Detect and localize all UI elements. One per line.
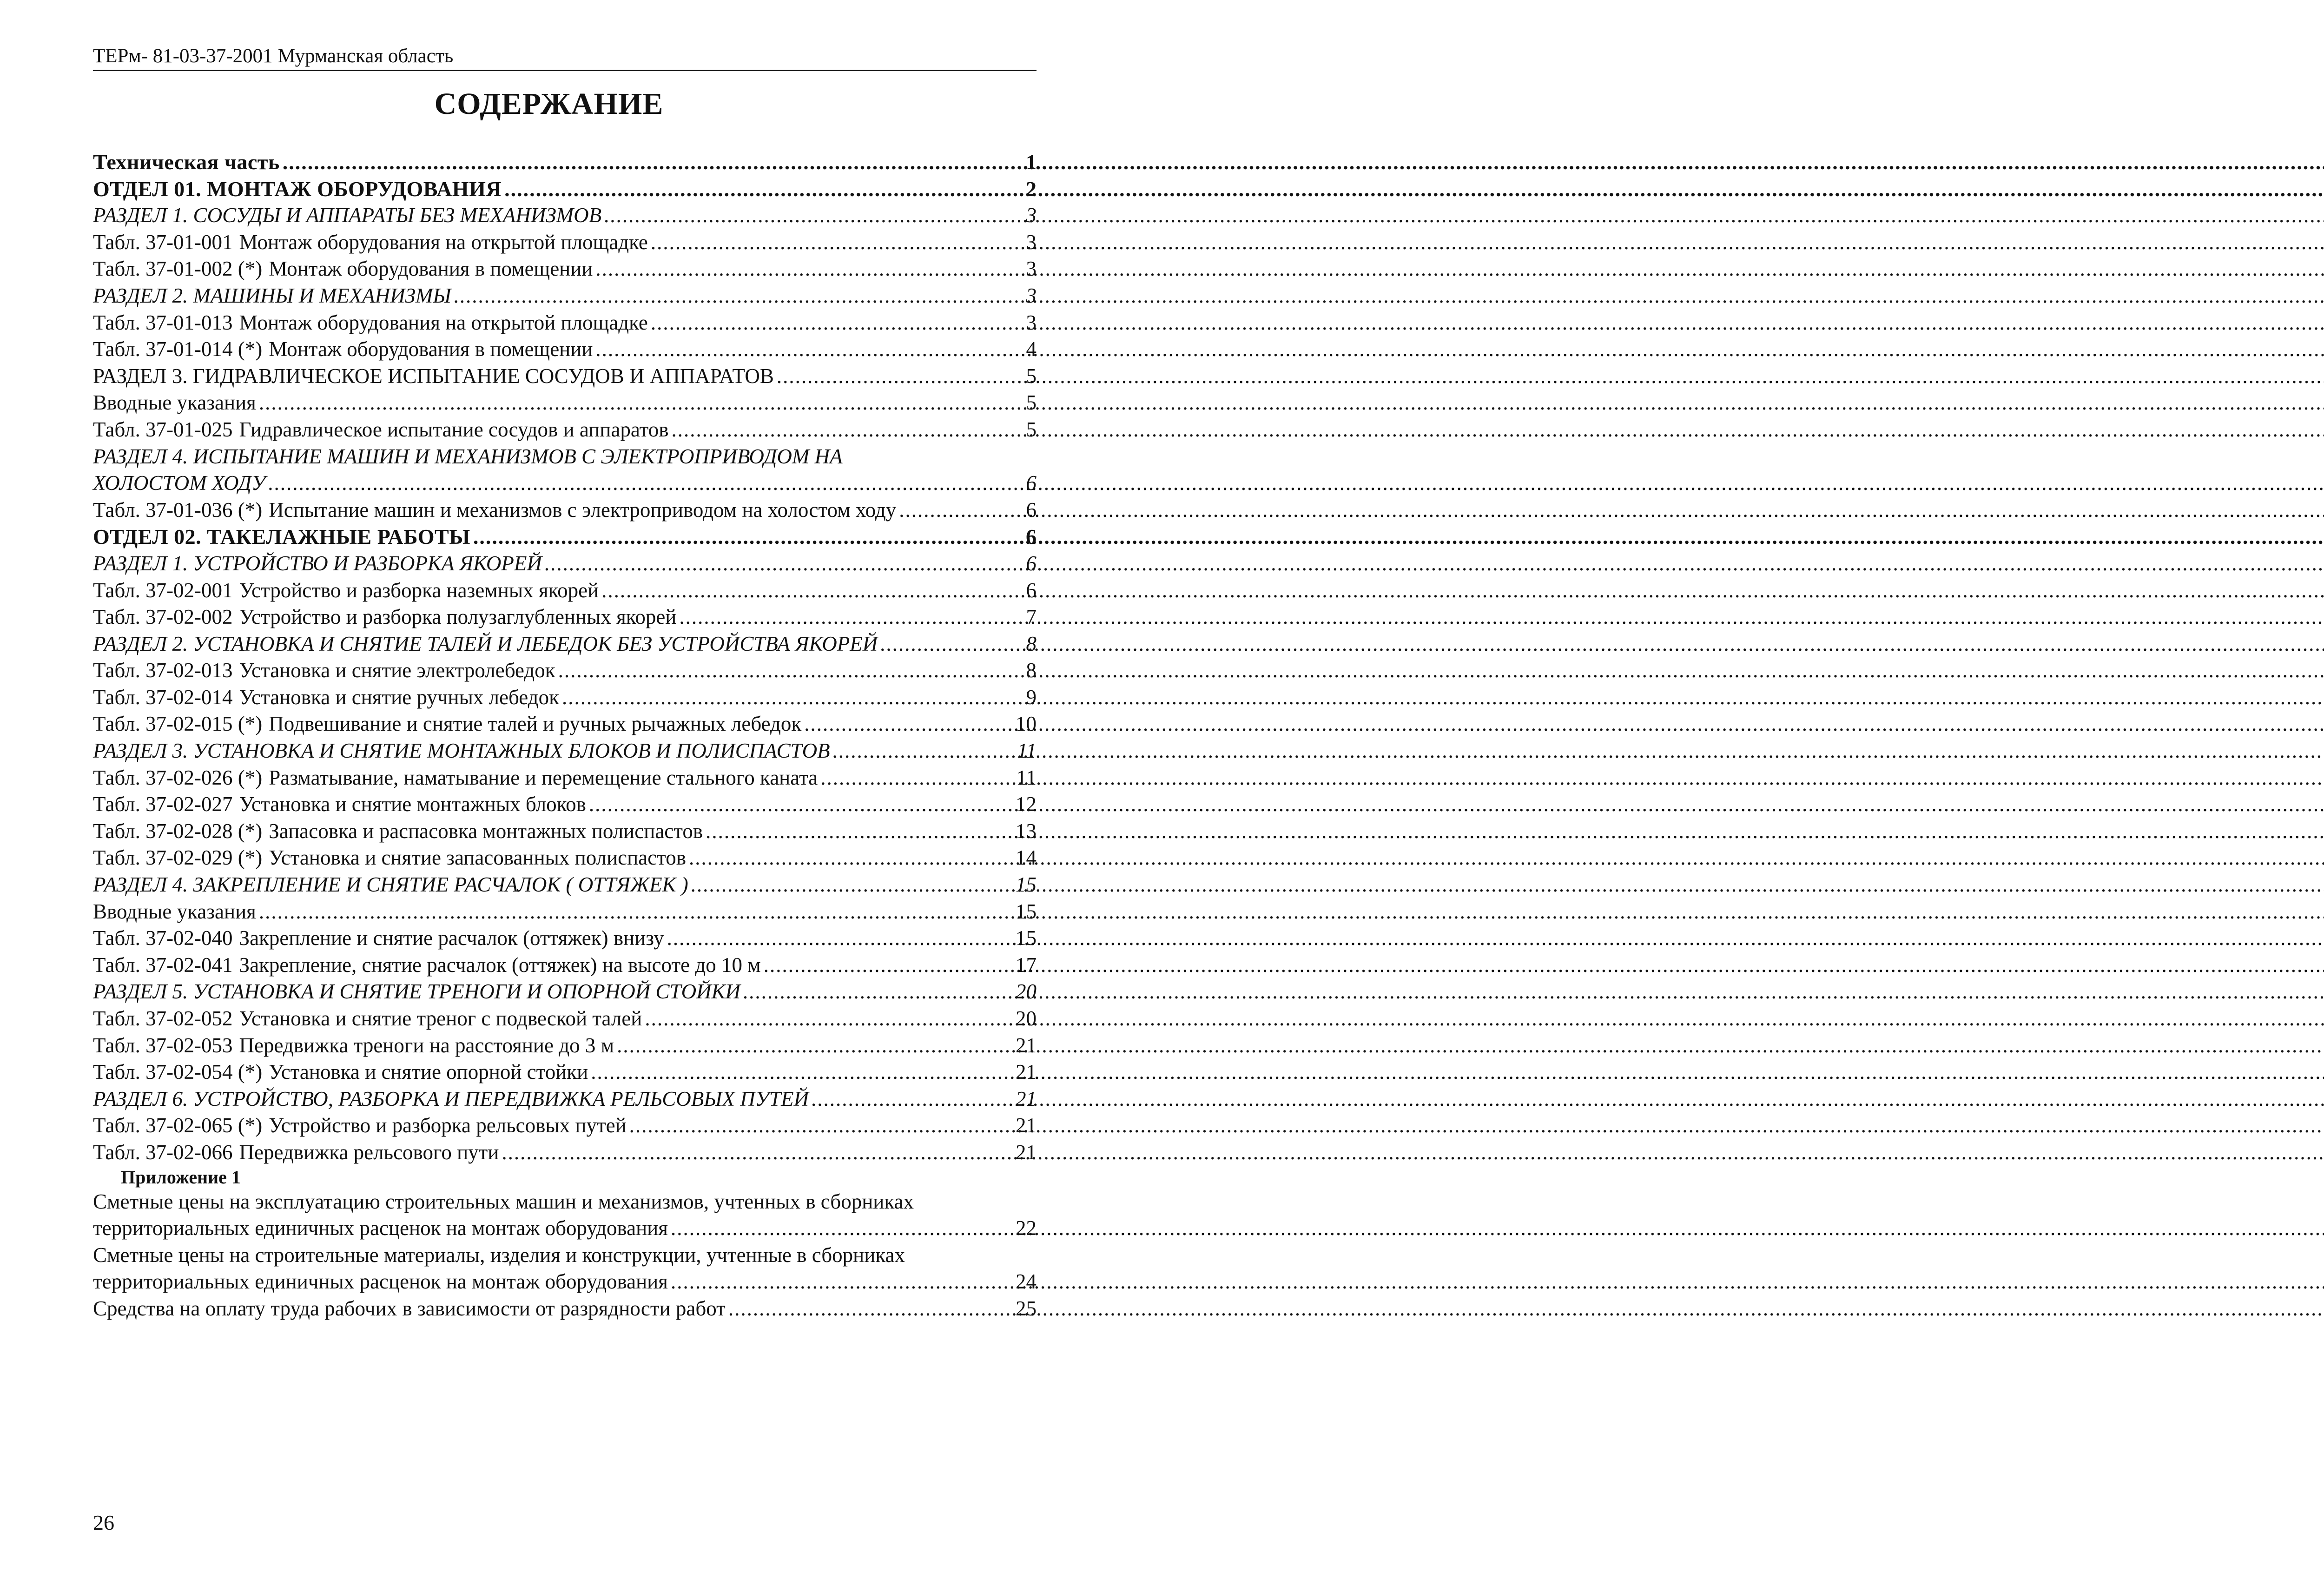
toc-page-number: 21 bbox=[1016, 1087, 1037, 1110]
toc-table-entry[interactable] bbox=[93, 684, 1037, 711]
toc-entry-text: Передвижка треноги на расстояние до 3 м bbox=[239, 1033, 614, 1057]
toc-entry-text: Вводные указания bbox=[93, 391, 256, 415]
dot-leader bbox=[691, 872, 1013, 898]
table-code: Табл. 37-02-052 bbox=[93, 1007, 233, 1030]
toc-entry-text: Разматывание, наматывание и перемещение стального каната bbox=[269, 766, 818, 789]
toc-division-entry[interactable] bbox=[93, 523, 1037, 550]
toc-page-number: 15 bbox=[1016, 873, 1037, 897]
toc-entry-label bbox=[93, 684, 559, 711]
toc-page-number: 21 bbox=[1016, 1114, 1037, 1137]
toc-page-number: 3 bbox=[1026, 230, 1037, 254]
toc-page-number: 3 bbox=[1026, 257, 1037, 281]
dot-leader bbox=[667, 925, 1013, 952]
toc-entry-text: Устройство и разборка наземных якорей bbox=[239, 578, 599, 602]
table-of-contents bbox=[93, 149, 1037, 1322]
toc-section-entry[interactable] bbox=[93, 550, 1037, 577]
table-code: Табл. 37-01-036 (*) bbox=[93, 498, 263, 522]
toc-table-entry[interactable] bbox=[93, 657, 1037, 684]
toc-entry-text: Установка и снятие запасованных полиспастов bbox=[269, 846, 686, 870]
dot-leader bbox=[833, 738, 1015, 765]
dot-leader bbox=[595, 256, 1023, 283]
toc-entry-text: РАЗДЕЛ 1. УСТРОЙСТВО И РАЗБОРКА ЯКОРЕЙ bbox=[93, 551, 542, 575]
toc-entry-text: РАЗДЕЛ 3. УСТАНОВКА И СНЯТИЕ МОНТАЖНЫХ БЛОКОВ И ПОЛИСПАСТОВ bbox=[93, 739, 830, 763]
table-code: Табл. 37-02-028 (*) bbox=[93, 819, 263, 843]
toc-entry-label bbox=[93, 1295, 726, 1322]
appendix-heading: Приложение 1 bbox=[121, 1166, 241, 1188]
toc-entry-text: Передвижка рельсового пути bbox=[239, 1140, 499, 1164]
toc-entry-text: Устройство и разборка рельсовых путей bbox=[269, 1114, 627, 1137]
toc-entry-text: Испытание машин и механизмов с электроприводом на холостом ходу bbox=[269, 498, 897, 522]
toc-entry-text: РАЗДЕЛ 3. ГИДРАВЛИЧЕСКОЕ ИСПЫТАНИЕ СОСУДОВ И АППАРАТОВ bbox=[93, 364, 774, 388]
dot-leader bbox=[804, 711, 1013, 738]
toc-entry-text: Гидравлическое испытание сосудов и аппаратов bbox=[239, 417, 669, 441]
toc-page-number: 25 bbox=[1016, 1296, 1037, 1320]
toc-entry-label bbox=[93, 925, 664, 952]
toc-page-number: 1 bbox=[1026, 150, 1037, 174]
toc-page-number: 3 bbox=[1026, 310, 1037, 334]
toc-entry-text: Закрепление и снятие расчалок (оттяжек) внизу bbox=[239, 926, 664, 950]
toc-entry-text: Устройство и разборка полузаглубленных якорей bbox=[239, 605, 677, 629]
toc-page-number: 5 bbox=[1026, 364, 1037, 388]
dot-leader bbox=[880, 631, 1023, 658]
dot-leader bbox=[651, 229, 1023, 256]
toc-table-entry[interactable] bbox=[93, 952, 1037, 979]
dot-leader bbox=[679, 604, 1023, 631]
toc-entry-label bbox=[93, 176, 502, 203]
table-code: Табл. 37-02-015 (*) bbox=[93, 712, 263, 736]
toc-entry-label bbox=[93, 577, 599, 604]
toc-entry[interactable] bbox=[93, 390, 1037, 416]
dot-leader bbox=[545, 550, 1023, 577]
dot-leader bbox=[601, 577, 1023, 604]
toc-entry-text: Установка и снятие электролебедок bbox=[239, 659, 555, 682]
toc-page-number: 12 bbox=[1016, 793, 1037, 816]
toc-page-number: 14 bbox=[1016, 846, 1037, 870]
toc-entry-label bbox=[93, 818, 703, 845]
toc-section-entry[interactable] bbox=[93, 202, 1037, 229]
dot-leader bbox=[629, 1112, 1013, 1139]
toc-entry-label bbox=[93, 550, 542, 577]
table-code: Табл. 37-02-053 bbox=[93, 1033, 233, 1057]
toc-entry-label bbox=[93, 497, 896, 524]
dot-leader bbox=[671, 1268, 1013, 1295]
toc-section-entry[interactable] bbox=[93, 283, 1037, 310]
toc-table-entry[interactable] bbox=[93, 497, 1037, 524]
toc-entry-text: РАЗДЕЛ 6. УСТРОЙСТВО, РАЗБОРКА И ПЕРЕДВИЖКА РЕЛЬСОВЫХ ПУТЕЙ bbox=[93, 1087, 809, 1110]
toc-section-line: РАЗДЕЛ 4. ИСПЫТАНИЕ МАШИН И МЕХАНИЗМОВ С ЭЛЕКТРОПРИВОДОМ НА bbox=[93, 444, 843, 468]
toc-page-number: 8 bbox=[1026, 659, 1037, 682]
toc-page-number: 21 bbox=[1016, 1060, 1037, 1084]
toc-entry-text: Запасовка и распасовка монтажных полиспастов bbox=[269, 819, 703, 843]
table-code: Табл. 37-02-001 bbox=[93, 578, 233, 602]
toc-table-entry[interactable] bbox=[93, 791, 1037, 818]
toc-entry-text: Подвешивание и снятие талей и ручных рычажных лебедок bbox=[269, 712, 802, 736]
table-code: Табл. 37-01-013 bbox=[93, 310, 233, 334]
toc-page-number: 20 bbox=[1016, 1007, 1037, 1030]
toc-table-entry[interactable] bbox=[93, 765, 1037, 792]
toc-entry-text: территориальных единичных расценок на монтаж оборудования bbox=[93, 1216, 668, 1240]
table-code: Табл. 37-01-025 bbox=[93, 417, 233, 441]
toc-page-number: 10 bbox=[1016, 712, 1037, 736]
appendix-entry-line: Сметные цены на эксплуатацию строительных машин и механизмов, учтенных в сборниках bbox=[93, 1189, 914, 1213]
toc-entry-label bbox=[93, 1215, 668, 1242]
toc-page-number: 17 bbox=[1016, 953, 1037, 977]
toc-entry-label bbox=[93, 765, 818, 792]
toc-entry-label bbox=[93, 149, 280, 176]
running-header: ТЕРм- 81-03-37-2001 Мурманская область bbox=[93, 45, 1037, 71]
toc-section-entry[interactable] bbox=[93, 738, 1037, 765]
toc-entry-label bbox=[93, 202, 601, 229]
toc-entry-text: Монтаж оборудования на открытой площадке bbox=[239, 230, 648, 254]
table-code: Табл. 37-01-001 bbox=[93, 230, 233, 254]
toc-table-entry[interactable] bbox=[93, 336, 1037, 363]
toc-entry-text: Техническая часть bbox=[93, 150, 280, 174]
toc-entry-label bbox=[93, 390, 256, 416]
toc-entry[interactable] bbox=[93, 363, 1037, 390]
toc-page-number: 15 bbox=[1016, 899, 1037, 923]
toc-entry-label bbox=[93, 738, 830, 765]
dot-leader bbox=[706, 818, 1013, 845]
table-code: Табл. 37-01-002 (*) bbox=[93, 257, 263, 281]
table-code: Табл. 37-02-041 bbox=[93, 953, 233, 977]
dot-leader bbox=[268, 470, 1023, 497]
toc-entry-text: Средства на оплату труда рабочих в зависимости от разрядности работ bbox=[93, 1296, 726, 1320]
toc-entry-label bbox=[93, 229, 648, 256]
dot-leader bbox=[728, 1295, 1013, 1322]
toc-section-entry[interactable] bbox=[93, 1086, 1037, 1113]
toc-page-number: 4 bbox=[1026, 337, 1037, 361]
dot-leader bbox=[473, 523, 1023, 550]
toc-entry[interactable] bbox=[93, 898, 1037, 925]
dot-leader bbox=[645, 1005, 1013, 1032]
toc-entry-text: Установка и снятие треног с подвеской талей bbox=[239, 1007, 642, 1030]
toc-entry-label bbox=[93, 845, 686, 872]
dot-leader bbox=[591, 1059, 1013, 1086]
toc-entry-label bbox=[93, 711, 801, 738]
appendix-entry[interactable] bbox=[93, 1215, 1037, 1242]
toc-entry-label bbox=[93, 1086, 809, 1113]
toc-entry-text: Закрепление, снятие расчалок (оттяжек) на высоте до 10 м bbox=[239, 953, 761, 977]
toc-entry-text: РАЗДЕЛ 1. СОСУДЫ И АППАРАТЫ БЕЗ МЕХАНИЗМОВ bbox=[93, 204, 602, 227]
toc-entry-text: Установка и снятие ручных лебедок bbox=[239, 685, 559, 709]
toc-section-entry[interactable] bbox=[93, 978, 1037, 1005]
toc-page-number: 24 bbox=[1016, 1270, 1037, 1294]
toc-entry-text: Установка и снятие монтажных блоков bbox=[239, 793, 586, 816]
dot-leader bbox=[777, 363, 1023, 390]
toc-table-entry[interactable] bbox=[93, 1005, 1037, 1032]
dot-leader bbox=[820, 765, 1013, 792]
dot-leader bbox=[589, 791, 1013, 818]
toc-table-entry[interactable] bbox=[93, 604, 1037, 631]
table-code: Табл. 37-02-054 (*) bbox=[93, 1060, 263, 1084]
toc-entry-label bbox=[93, 283, 451, 310]
dot-leader bbox=[812, 1086, 1013, 1113]
toc-entry-label bbox=[93, 791, 586, 818]
dot-leader bbox=[764, 952, 1013, 979]
toc-entry-label bbox=[93, 1032, 614, 1059]
toc-section-entry[interactable] bbox=[93, 631, 1037, 658]
appendix-entry[interactable] bbox=[93, 1295, 1037, 1322]
toc-table-entry[interactable] bbox=[93, 1059, 1037, 1086]
toc-entry-label bbox=[93, 363, 774, 390]
appendix-entry[interactable] bbox=[93, 1268, 1037, 1295]
toc-page-number: 5 bbox=[1026, 391, 1037, 415]
toc-page-number: 2 bbox=[1026, 177, 1037, 201]
toc-table-entry[interactable] bbox=[93, 711, 1037, 738]
toc-entry-text: Монтаж оборудования в помещении bbox=[269, 257, 593, 281]
toc-page-number: 15 bbox=[1016, 926, 1037, 950]
table-code: Табл. 37-02-065 (*) bbox=[93, 1114, 263, 1137]
dot-leader bbox=[558, 657, 1023, 684]
toc-entry-text: Монтаж оборудования в помещении bbox=[269, 337, 593, 361]
toc-table-entry[interactable] bbox=[93, 577, 1037, 604]
toc-entry-label bbox=[93, 1139, 499, 1166]
toc-table-entry[interactable] bbox=[93, 229, 1037, 256]
table-code: Табл. 37-02-040 bbox=[93, 926, 233, 950]
toc-page-number: 20 bbox=[1016, 980, 1037, 1004]
toc-page-number: 3 bbox=[1026, 284, 1037, 307]
dot-leader bbox=[651, 310, 1023, 337]
dot-leader bbox=[671, 1215, 1013, 1242]
toc-table-entry[interactable] bbox=[93, 256, 1037, 283]
toc-entry-text: РАЗДЕЛ 5. УСТАНОВКА И СНЯТИЕ ТРЕНОГИ И ОПОРНОЙ СТОЙКИ bbox=[93, 980, 740, 1004]
dot-leader bbox=[504, 176, 1023, 203]
dot-leader bbox=[283, 149, 1023, 176]
toc-entry-text: РАЗДЕЛ 4. ЗАКРЕПЛЕНИЕ И СНЯТИЕ РАСЧАЛОК ( ОТТЯЖЕК ) bbox=[93, 873, 688, 897]
dot-leader bbox=[617, 1032, 1013, 1059]
toc-entry-label bbox=[93, 470, 265, 497]
table-code: Табл. 37-02-029 (*) bbox=[93, 846, 263, 870]
toc-page-number: 6 bbox=[1026, 525, 1037, 549]
dot-leader bbox=[743, 978, 1013, 1005]
dot-leader bbox=[595, 336, 1023, 363]
toc-page-number: 9 bbox=[1026, 685, 1037, 709]
appendix-entry-line: Сметные цены на строительные материалы, изделия и конструкции, учтенные в сборниках bbox=[93, 1243, 905, 1267]
toc-entry-text: Монтаж оборудования на открытой площадке bbox=[239, 310, 648, 334]
toc-entry-label bbox=[93, 952, 761, 979]
toc-entry-label bbox=[93, 872, 688, 898]
toc-table-entry[interactable] bbox=[93, 1139, 1037, 1166]
toc-table-entry[interactable] bbox=[93, 818, 1037, 845]
toc-entry-label bbox=[93, 604, 676, 631]
toc-page-number: 3 bbox=[1026, 204, 1037, 227]
page-title: СОДЕРЖАНИЕ bbox=[434, 87, 664, 121]
table-code: Табл. 37-02-014 bbox=[93, 685, 233, 709]
toc-section-entry[interactable] bbox=[93, 872, 1037, 898]
toc-entry-text: Установка и снятие опорной стойки bbox=[269, 1060, 588, 1084]
toc-entry-text: Вводные указания bbox=[93, 899, 256, 923]
toc-table-entry[interactable] bbox=[93, 416, 1037, 443]
table-code: Табл. 37-02-026 (*) bbox=[93, 766, 263, 789]
dot-leader bbox=[502, 1139, 1013, 1166]
toc-table-entry[interactable] bbox=[93, 1032, 1037, 1059]
document-page bbox=[0, 0, 1098, 1592]
toc-entry-label bbox=[93, 1005, 642, 1032]
toc-entry-text: РАЗДЕЛ 2. МАШИНЫ И МЕХАНИЗМЫ bbox=[93, 284, 451, 307]
table-code: Табл. 37-02-066 bbox=[93, 1140, 233, 1164]
toc-table-entry[interactable] bbox=[93, 310, 1037, 337]
toc-page-number: 7 bbox=[1026, 605, 1037, 629]
toc-division-entry[interactable] bbox=[93, 176, 1037, 203]
table-code: Табл. 37-02-013 bbox=[93, 659, 233, 682]
toc-page-number: 21 bbox=[1016, 1140, 1037, 1164]
toc-page-number: 21 bbox=[1016, 1033, 1037, 1057]
toc-table-entry[interactable] bbox=[93, 925, 1037, 952]
toc-page-number: 8 bbox=[1026, 632, 1037, 655]
toc-page-number: 22 bbox=[1016, 1216, 1037, 1240]
dot-leader bbox=[562, 684, 1023, 711]
toc-page-number: 11 bbox=[1017, 739, 1037, 763]
dot-leader bbox=[454, 283, 1023, 310]
toc-entry-text: ОТДЕЛ 02. ТАКЕЛАЖНЫЕ РАБОТЫ bbox=[93, 525, 470, 549]
toc-page-number: 6 bbox=[1026, 471, 1037, 495]
toc-page-number: 6 bbox=[1026, 551, 1037, 575]
toc-section-entry[interactable] bbox=[93, 470, 1037, 497]
toc-entry-text: РАЗДЕЛ 2. УСТАНОВКА И СНЯТИЕ ТАЛЕЙ И ЛЕБЕДОК БЕЗ УСТРОЙСТВА ЯКОРЕЙ bbox=[93, 632, 878, 655]
dot-leader bbox=[259, 390, 1023, 416]
toc-entry-label bbox=[93, 1268, 668, 1295]
toc-entry-label bbox=[93, 1059, 588, 1086]
dot-leader bbox=[259, 898, 1013, 925]
toc-entry-label bbox=[93, 523, 470, 550]
toc-entry-label bbox=[93, 256, 593, 283]
toc-entry-label bbox=[93, 898, 256, 925]
toc-entry-text: территориальных единичных расценок на монтаж оборудования bbox=[93, 1270, 668, 1294]
table-code: Табл. 37-02-002 bbox=[93, 605, 233, 629]
toc-entry-label bbox=[93, 416, 669, 443]
toc-entry-label bbox=[93, 310, 648, 337]
toc-entry-label bbox=[93, 978, 740, 1005]
toc-page-number: 6 bbox=[1026, 578, 1037, 602]
toc-page-number: 13 bbox=[1016, 819, 1037, 843]
toc-page-number: 11 bbox=[1016, 766, 1037, 789]
toc-entry-label bbox=[93, 631, 878, 658]
toc-entry-label bbox=[93, 336, 593, 363]
toc-entry-text: ХОЛОСТОМ ХОДУ bbox=[93, 471, 266, 495]
dot-leader bbox=[899, 497, 1023, 524]
page-number: 26 bbox=[93, 1511, 114, 1534]
toc-division-entry[interactable] bbox=[93, 149, 1037, 176]
toc-page-number: 5 bbox=[1026, 417, 1037, 441]
toc-entry-text: ОТДЕЛ 01. МОНТАЖ ОБОРУДОВАНИЯ bbox=[93, 177, 502, 201]
toc-table-entry[interactable] bbox=[93, 845, 1037, 872]
dot-leader bbox=[672, 416, 1023, 443]
toc-table-entry[interactable] bbox=[93, 1112, 1037, 1139]
dot-leader bbox=[604, 202, 1023, 229]
toc-entry-label bbox=[93, 657, 555, 684]
toc-entry-label bbox=[93, 1112, 627, 1139]
dot-leader bbox=[689, 845, 1013, 872]
toc-page-number: 6 bbox=[1026, 498, 1037, 522]
table-code: Табл. 37-02-027 bbox=[93, 793, 233, 816]
table-code: Табл. 37-01-014 (*) bbox=[93, 337, 263, 361]
